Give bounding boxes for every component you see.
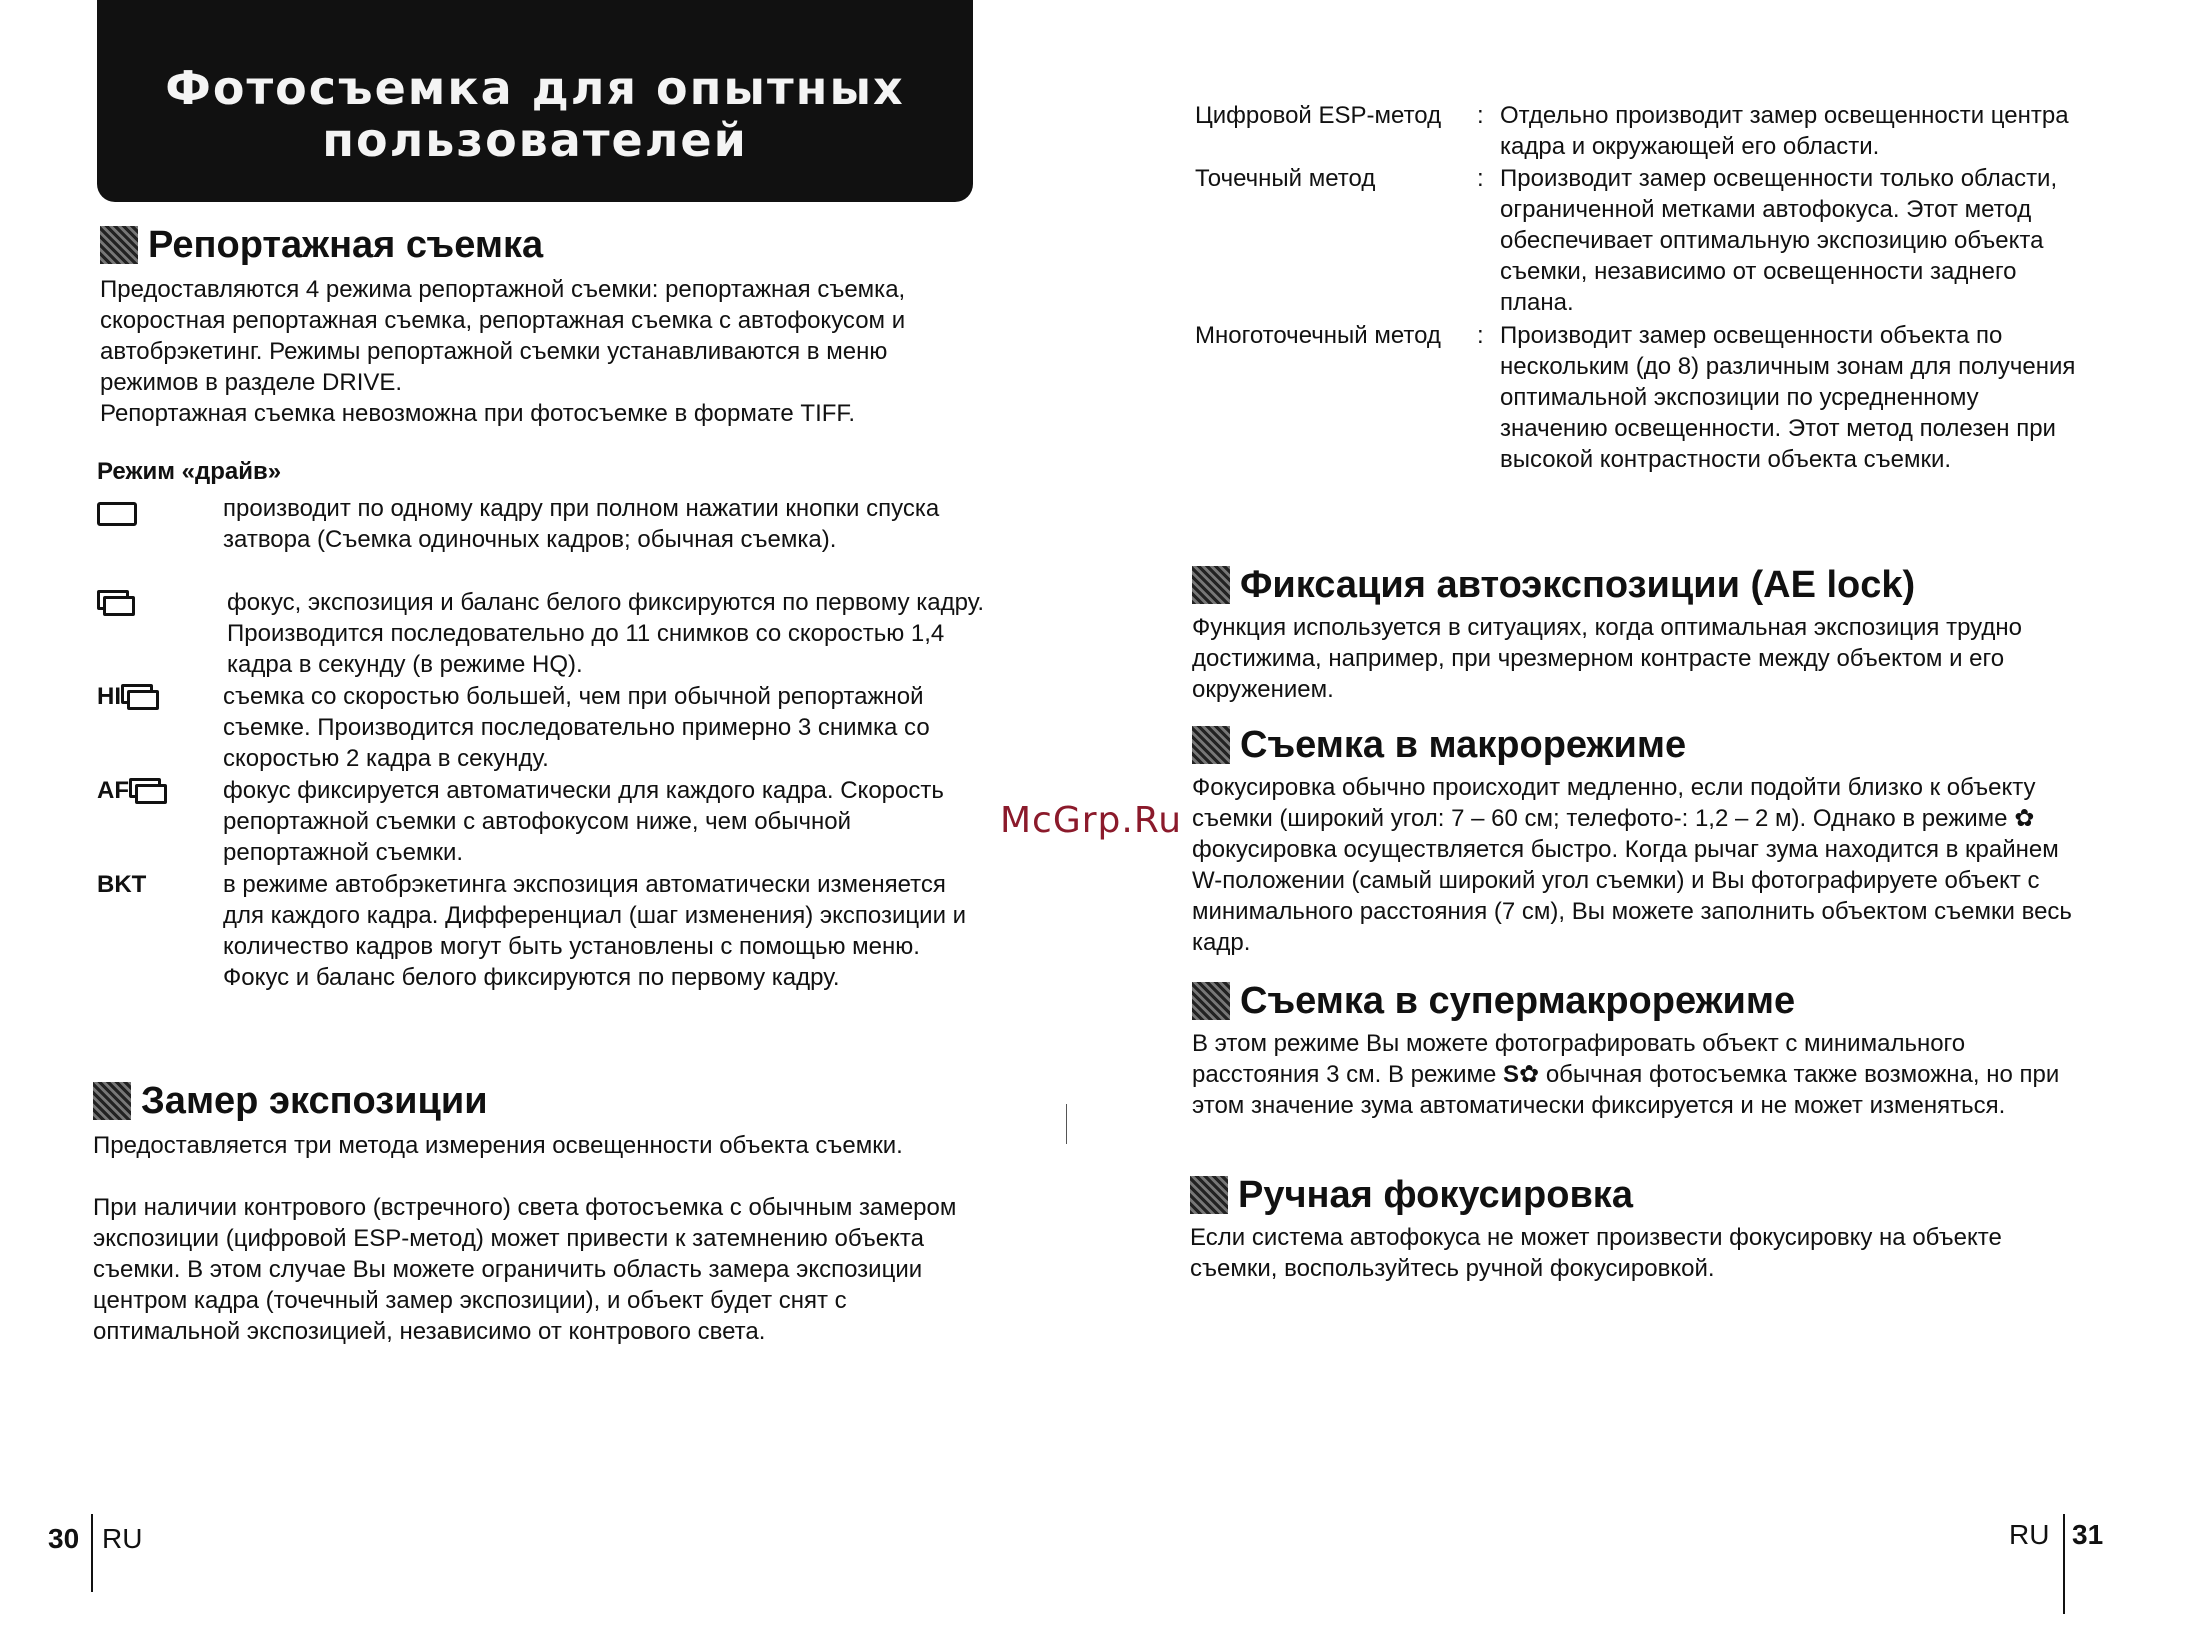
section-marker-icon xyxy=(1192,982,1230,1020)
macro-flower-icon: ✿ xyxy=(2014,805,2035,832)
drive-item-text: фокус, экспозиция и баланс белого фиксируются по первому кадру. Производится последовательно до 11 снимков со скоростью 1,4 кадра в секунду (в режиме HQ). xyxy=(227,589,984,678)
sequential-icon xyxy=(97,590,137,618)
section-title-supermacro: Съемка в супермакрорежиме xyxy=(1192,978,2072,1024)
section-title-ae-lock: Фиксация автоэкспозиции (AE lock) xyxy=(1192,562,2072,608)
method-esp: Цифровой ESP-метод : Отдельно производит замер освещенности центра кадра и окружающей его области. xyxy=(1195,102,2069,160)
drive-mode-title: Режим «драйв» xyxy=(97,458,282,485)
manual-focus-text: Если система автофокуса не может произвести фокусировку на объекте съемки, воспользуйтесь ручной фокусировкой. xyxy=(1190,1224,2002,1282)
supermacro-text: В этом режиме Вы можете фотографировать объект с минимального расстояния 3 см. В режиме S✿ обычная фотосъемка также возможна, но при этом значение зума автоматически фиксируется и не может изменяться. xyxy=(1192,1030,2060,1119)
chapter-title-line1: Фотосъемка для опытных xyxy=(165,61,905,115)
section-macro xyxy=(1192,722,2072,958)
gutter-mark xyxy=(1066,1104,1067,1144)
section-reportage xyxy=(100,222,980,429)
divider xyxy=(91,1514,93,1592)
single-frame-icon xyxy=(97,502,137,526)
section-manual-focus xyxy=(1190,1172,2070,1284)
section-title-reportage: Репортажная съемка xyxy=(100,222,980,268)
page-number-right: 31 xyxy=(2072,1519,2104,1550)
page-lang-right: RU xyxy=(2009,1519,2050,1550)
section-title-manual-focus: Ручная фокусировка xyxy=(1190,1172,2070,1218)
page-number-left: 30 xyxy=(48,1523,80,1554)
section-marker-icon xyxy=(93,1082,131,1120)
section-supermacro xyxy=(1192,978,2072,1121)
reportage-text: Предоставляются 4 режима репортажной съемки: репортажная съемка, скоростная репортажная съемка, репортажная съемка с автофокусом и автобрэкетинг. Режимы репортажной съемки устанавливаются в меню режимов в разделе DRIVE. xyxy=(100,276,906,396)
chapter-title-line2: пользователей xyxy=(322,113,748,167)
method-multi: Многоточечный метод : Производит замер освещенности объекта по нескольким (до 8) различным зонам для получения оптимальной экспозиции по усредненному значению освещенности. Этот метод полезен при высокой контрастности объекта съемки. xyxy=(1195,322,2076,473)
ae-lock-text: Функция используется в ситуациях, когда оптимальная экспозиция трудно достижима, например, при чрезмерном контрасте между объектом и его окружением. xyxy=(1192,614,2022,703)
sequential-icon xyxy=(121,684,161,712)
drive-item-text: фокус фиксируется автоматически для каждого кадра. Скорость репортажной съемки с автофокусом ниже, чем обычной репортажной съемки. xyxy=(223,777,944,866)
drive-item-text: в режиме автобрэкетинга экспозиция автоматически изменяется для каждого кадра. Дифференциал (шаг изменения) экспозиции и количество кадров могут быть установлены с помощью меню. Фокус и баланс белого фиксируются по первому кадру. xyxy=(223,871,967,991)
page-lang-left: RU xyxy=(102,1523,143,1554)
drive-item-text: съемка со скоростью большей, чем при обычной репортажной съемке. Производится последовательно примерно 3 снимка со скоростью 2 кадра в секунду. xyxy=(223,683,930,772)
section-title-macro: Съемка в макрорежиме xyxy=(1192,722,2072,768)
section-title-metering: Замер экспозиции xyxy=(93,1078,973,1124)
section-metering xyxy=(93,1078,973,1347)
reportage-text-2: Репортажная съемка невозможна при фотосъемке в формате TIFF. xyxy=(100,400,856,427)
section-marker-icon xyxy=(1190,1176,1228,1214)
macro-text: Фокусировка обычно происходит медленно, если подойти близко к объекту съемки (широкий угол: 7 – 60 см; телефото-: 1,2 – 2 м). Однако в режиме ✿ фокусировка осуществляется быстро. Когда рычаг зума находится в крайнем W-положении (самый широкий угол съемки) и Вы фотографируете объект с минимального расстояния (7 см), Вы можете заполнить объектом съемки весь кадр. xyxy=(1192,774,2072,956)
section-marker-icon xyxy=(1192,566,1230,604)
supermacro-icon: S✿ xyxy=(1503,1061,1540,1088)
section-marker-icon xyxy=(100,226,138,264)
drive-item-text: производит по одному кадру при полном нажатии кнопки спуска затвора (Съемка одиночных кадров; обычная съемка). xyxy=(223,495,940,553)
watermark: McGrp.Ru xyxy=(1000,800,1183,841)
section-ae-lock xyxy=(1192,562,2072,705)
metering-text: Предоставляется три метода измерения освещенности объекта съемки. xyxy=(93,1132,903,1159)
method-spot: Точечный метод : Производит замер освещенности только области, ограниченной метками автофокуса. Этот метод обеспечивает оптимальную экспозицию объекта съемки, независимо от освещенности заднего плана. xyxy=(1195,165,2058,316)
chapter-banner xyxy=(97,0,973,202)
sequential-icon xyxy=(129,778,169,806)
divider xyxy=(2063,1514,2065,1614)
section-marker-icon xyxy=(1192,726,1230,764)
metering-text-2: При наличии контрового (встречного) света фотосъемка с обычным замером экспозиции (цифровой ESP-метод) может привести к затемнению объекта съемки. В этом случае Вы можете ограничить область замера экспозиции центром кадра (точечный замер экспозиции), и объект будет снят с оптимальной экспозицией, независимо от контрового света. xyxy=(93,1194,957,1345)
